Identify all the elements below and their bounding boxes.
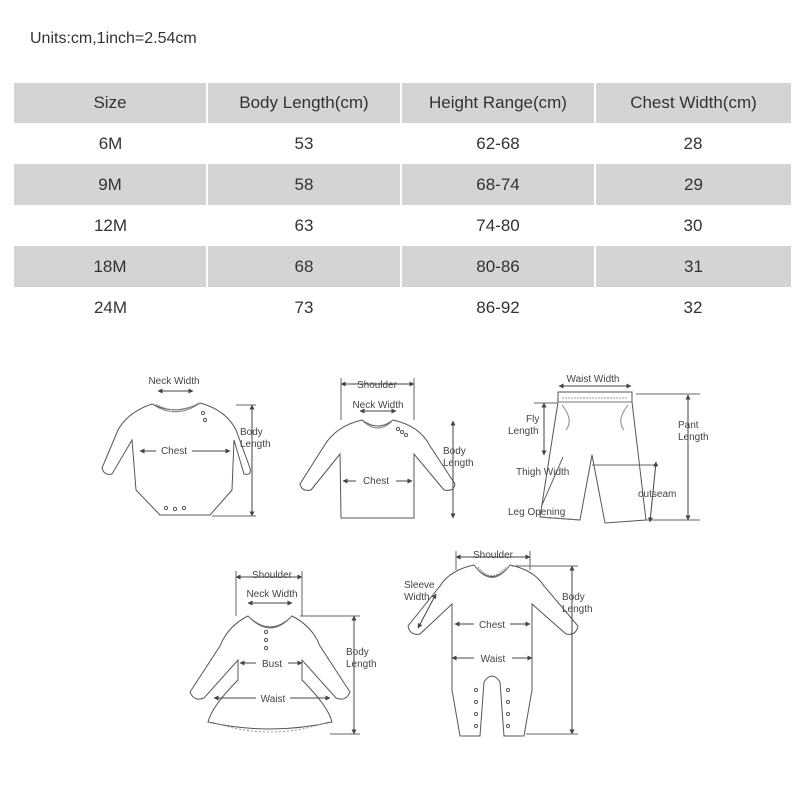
pants-pant-label: Pant xyxy=(678,420,699,431)
pants-waist-width-label: Waist Width xyxy=(566,374,620,385)
table-row xyxy=(14,123,791,164)
header-chest-width: Chest Width(cm) xyxy=(595,83,791,123)
table-row xyxy=(14,287,791,328)
tshirt-chest-label: Chest xyxy=(362,476,390,487)
cell-body-length: 68 xyxy=(207,246,401,287)
bodysuit-neck-width-label: Neck Width xyxy=(148,376,200,387)
cell-chest-width: 28 xyxy=(683,133,703,153)
romper-sleeve-label: Sleeve xyxy=(404,580,435,591)
table-row xyxy=(14,205,791,246)
dress-shoulder-label: Shoulder xyxy=(251,570,293,581)
table-header-row xyxy=(14,83,791,123)
dress-waist-label: Waist xyxy=(260,694,286,705)
cell-height-range: 68-74 xyxy=(401,164,595,205)
romper-body-label: Body xyxy=(562,592,585,603)
pants-thigh-width-label: Thigh Width xyxy=(516,467,570,478)
dress-diagram xyxy=(190,571,360,734)
tshirt-body-label: Body xyxy=(443,446,466,457)
cell-chest-width: 30 xyxy=(683,215,703,235)
cell-height-range: 74-80 xyxy=(476,215,520,235)
cell-body-length: 63 xyxy=(294,215,314,235)
pants-outseam-label: outseam xyxy=(638,489,677,500)
pants-fly-length-label: Length xyxy=(508,426,539,437)
cell-body-length: 58 xyxy=(207,164,401,205)
romper-waist-label: Waist xyxy=(480,654,506,665)
table-row xyxy=(14,164,791,205)
bodysuit-length-label: Length xyxy=(240,439,271,450)
romper-width-label: Width xyxy=(404,592,430,603)
cell-size: 12M xyxy=(93,215,128,235)
pants-diagram xyxy=(534,386,700,523)
romper-diagram xyxy=(408,551,578,736)
bodysuit-body-label: Body xyxy=(240,427,263,438)
romper-length-label: Length xyxy=(562,604,593,615)
cell-size: 6M xyxy=(98,133,123,153)
cell-body-length: 73 xyxy=(294,297,314,317)
bodysuit-chest-label: Chest xyxy=(160,446,188,457)
cell-height-range: 86-92 xyxy=(476,297,520,317)
bodysuit-diagram xyxy=(102,391,256,516)
tshirt-neck-width-label: Neck Width xyxy=(352,400,404,411)
cell-body-length: 53 xyxy=(294,133,314,153)
tshirt-diagram xyxy=(300,378,455,518)
dress-body-label: Body xyxy=(346,647,369,658)
size-chart-table xyxy=(14,83,791,328)
cell-size: 24M xyxy=(93,297,128,317)
header-size: Size xyxy=(14,83,207,123)
pants-fly-label: Fly xyxy=(526,414,540,425)
pants-pant-length-label: Length xyxy=(678,432,709,443)
header-height-range: Height Range(cm) xyxy=(401,83,595,123)
dress-neck-width-label: Neck Width xyxy=(246,589,298,600)
header-body-length: Body Length(cm) xyxy=(207,83,401,123)
cell-height-range: 80-86 xyxy=(401,246,595,287)
romper-shoulder-label: Shoulder xyxy=(472,550,514,561)
cell-size: 9M xyxy=(14,164,207,205)
pants-leg-opening-label: Leg Opening xyxy=(508,507,566,518)
table-row xyxy=(14,246,791,287)
dress-length-label: Length xyxy=(346,659,377,670)
tshirt-shoulder-label: Shoulder xyxy=(356,380,398,391)
tshirt-length-label: Length xyxy=(443,458,474,469)
cell-height-range: 62-68 xyxy=(476,133,520,153)
cell-chest-width: 32 xyxy=(683,297,703,317)
units-note: Units:cm,1inch=2.54cm xyxy=(30,30,197,47)
romper-chest-label: Chest xyxy=(478,620,506,631)
dress-bust-label: Bust xyxy=(261,659,283,670)
cell-chest-width: 31 xyxy=(595,246,791,287)
cell-chest-width: 29 xyxy=(595,164,791,205)
cell-size: 18M xyxy=(14,246,207,287)
